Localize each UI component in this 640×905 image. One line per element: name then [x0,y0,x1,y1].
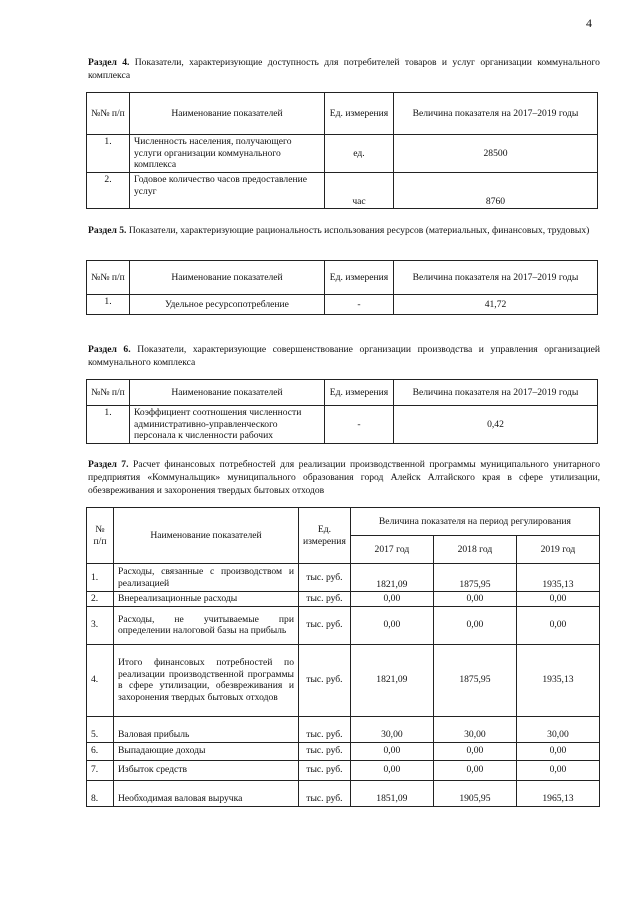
row-value-2018: 0,00 [433,760,516,780]
table-row [87,592,600,607]
row-name: Удельное ресурсопотребление [130,295,325,315]
row-name: Выпадающие доходы [114,742,299,760]
row-value: 8760 [394,173,598,209]
row-unit: тыс. руб. [299,644,351,716]
section-7-text: Расчет финансовых потребностей для реализации производственной программы муниципального унитарного предприятия «Коммунальщик» муниципального образования город Алейск Алтайского края в сфере утилизации, обезвреживания и захоронения твердых бытовых отходов [88,459,600,496]
section-4-label: Раздел 4. [88,57,130,68]
row-value-2018: 1875,95 [433,644,516,716]
row-value-2018: 1875,95 [433,564,516,592]
row-value-2018: 0,00 [433,592,516,607]
table-row [87,606,600,644]
row-value-2017: 1821,09 [350,644,433,716]
row-value-2019: 1965,13 [516,780,599,806]
row-name: Расходы, связанные с производством и реализацией [114,564,299,592]
header-name: Наименование показателей [130,93,325,135]
row-value-2017: 30,00 [350,716,433,742]
header-unit: Ед. измерения [299,508,351,564]
header-number: №№ п/п [87,380,130,406]
row-value-2019: 1935,13 [516,564,599,592]
table-header-row [87,380,598,406]
header-name: Наименование показателей [114,508,299,564]
table-header-row [87,261,598,295]
row-value-2019: 1935,13 [516,644,599,716]
row-unit: - [325,406,394,444]
row-number: 7. [87,760,114,780]
header-value: Величина показателя на 2017–2019 годы [394,93,598,135]
section-4-table [86,92,598,209]
header-number: №№ п/п [87,93,130,135]
row-value-2018: 30,00 [433,716,516,742]
row-value: 0,42 [394,406,598,444]
row-unit: час [325,173,394,209]
section-6-label: Раздел 6. [88,344,131,355]
row-name: Избыток средств [114,760,299,780]
table-row [87,564,600,592]
table-header-row [87,93,598,135]
row-number: 1. [87,295,130,315]
row-value-2019: 0,00 [516,742,599,760]
row-unit: ед. [325,135,394,173]
row-value: 41,72 [394,295,598,315]
row-number: 6. [87,742,114,760]
row-unit: тыс. руб. [299,716,351,742]
row-number: 8. [87,780,114,806]
section-7-title [88,458,600,497]
table-row [87,406,598,444]
table-row [87,135,598,173]
section-6-text: Показатели, характеризующие совершенствование организации производства и управления организацией коммунального комплекса [88,344,600,368]
row-number: 1. [87,564,114,592]
row-unit: тыс. руб. [299,780,351,806]
row-name: Внереализационные расходы [114,592,299,607]
row-value-2017: 0,00 [350,592,433,607]
row-value-2019: 0,00 [516,606,599,644]
row-value-2018: 0,00 [433,742,516,760]
row-name: Необходимая валовая выручка [114,780,299,806]
table-row [87,742,600,760]
row-unit: тыс. руб. [299,742,351,760]
row-number: 2. [87,592,114,607]
row-unit: тыс. руб. [299,592,351,607]
row-value-2019: 0,00 [516,592,599,607]
row-number: 1. [87,135,130,173]
header-number: №№ п/п [87,261,130,295]
row-number: 4. [87,644,114,716]
header-value: Величина показателя на 2017–2019 годы [394,380,598,406]
section-4-text: Показатели, характеризующие доступность для потребителей товаров и услуг организации коммунального комплекса [88,57,600,81]
row-unit: - [325,295,394,315]
header-unit: Ед. измерения [325,93,394,135]
row-name: Валовая прибыль [114,716,299,742]
table-header-row [87,508,600,536]
row-value-2019: 0,00 [516,760,599,780]
section-5-label: Раздел 5. [88,225,127,236]
header-name: Наименование показателей [130,380,325,406]
row-value-2017: 1821,09 [350,564,433,592]
header-year-2017: 2017 год [350,536,433,564]
row-value-2018: 1905,95 [433,780,516,806]
row-unit: тыс. руб. [299,760,351,780]
row-name: Годовое количество часов предоставление услуг [130,173,325,209]
section-5-title [88,224,600,237]
table-row [87,295,598,315]
row-number: 5. [87,716,114,742]
row-name: Расходы, не учитываемые при определении налоговой базы на прибыль [114,606,299,644]
row-value-2018: 0,00 [433,606,516,644]
header-unit: Ед. измерения [325,380,394,406]
row-name: Численность населения, получающего услуги организации коммунального комплекса [130,135,325,173]
row-value: 28500 [394,135,598,173]
header-year-2018: 2018 год [433,536,516,564]
row-unit: тыс. руб. [299,606,351,644]
row-number: 1. [87,406,130,444]
row-value-2019: 30,00 [516,716,599,742]
table-row [87,173,598,209]
section-5-table [86,260,598,315]
row-value-2017: 0,00 [350,760,433,780]
table-row [87,644,600,716]
section-5-text: Показатели, характеризующие рациональность использования ресурсов (материальных, финансовых, трудовых) [128,225,590,236]
section-6-table [86,379,598,444]
header-unit: Ед. измерения [325,261,394,295]
header-value: Величина показателя на 2017–2019 годы [394,261,598,295]
header-name: Наименование показателей [130,261,325,295]
header-year-2019: 2019 год [516,536,599,564]
section-7-label: Раздел 7. [88,459,129,470]
section-4-title [88,56,600,82]
row-name: Коэффициент соотношения численности административно-управленческого персонала к численности рабочих [130,406,325,444]
page-number: 4 [586,16,592,30]
row-value-2017: 0,00 [350,606,433,644]
row-number: 2. [87,173,130,209]
section-7-table [86,507,600,807]
row-name: Итого финансовых потребностей по реализации производственной программы в сфере утилизации, обезвреживания и захоронения твердых бытовых отходов [114,644,299,716]
table-row [87,716,600,742]
header-number: № п/п [87,508,114,564]
row-number: 3. [87,606,114,644]
row-value-2017: 0,00 [350,742,433,760]
table-row [87,780,600,806]
header-period: Величина показателя на период регулирования [350,508,599,536]
section-6-title [88,343,600,369]
row-value-2017: 1851,09 [350,780,433,806]
row-unit: тыс. руб. [299,564,351,592]
table-row [87,760,600,780]
